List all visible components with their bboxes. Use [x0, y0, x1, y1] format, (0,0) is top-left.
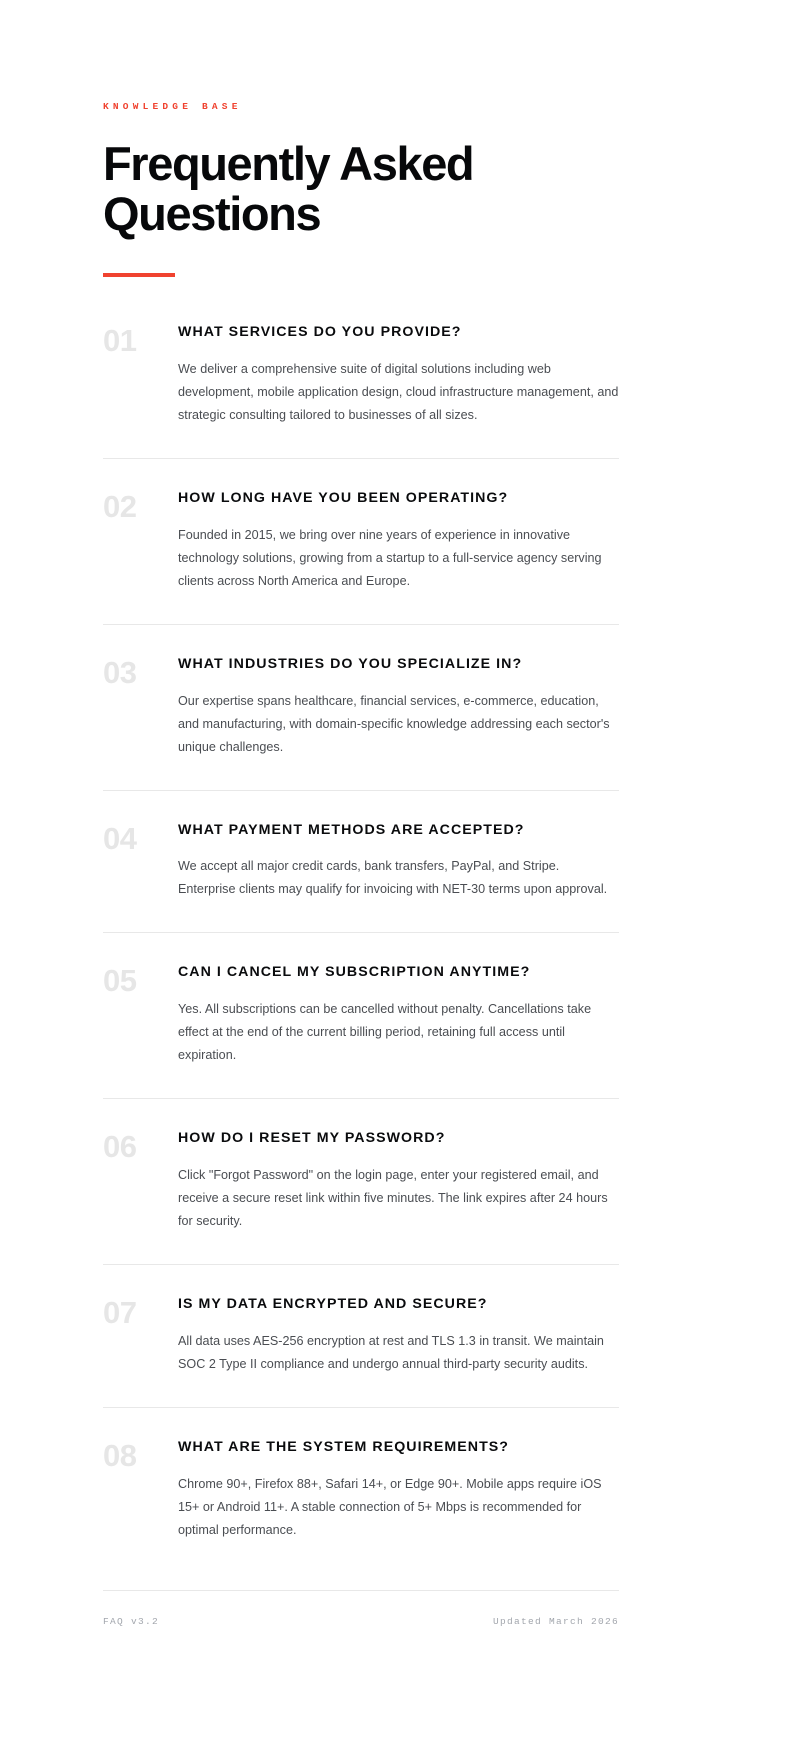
faq-number: 03 [103, 654, 137, 690]
faq-item[interactable] [103, 1264, 619, 1407]
faq-body [178, 1296, 619, 1376]
page-title: Frequently Asked Questions [103, 136, 474, 240]
faq-answer: Click "Forgot Password" on the login page, enter your registered email, and receive a secure reset link within five minutes. The link expires after 24 hours for security. [178, 1168, 608, 1229]
faq-item[interactable] [103, 790, 619, 933]
faq-number: 07 [103, 1295, 137, 1331]
faq-body [178, 822, 619, 902]
content-container [103, 0, 619, 1573]
faq-body [178, 490, 619, 593]
footer-updated: Updated March 2026 [492, 1616, 619, 1627]
faq-item[interactable] [103, 932, 619, 1098]
faq-question[interactable]: HOW DO I RESET MY PASSWORD? [178, 1130, 446, 1147]
faq-question[interactable]: WHAT ARE THE SYSTEM REQUIREMENTS? [178, 1438, 510, 1455]
faq-body [178, 1439, 619, 1542]
faq-number: 05 [103, 963, 137, 999]
faq-number: 06 [103, 1129, 137, 1165]
faq-answer: We accept all major credit cards, bank transfers, PayPal, and Stripe. Enterprise clients may qualify for invoicing with NET-30 terms upon approval. [178, 859, 608, 897]
page-header [103, 0, 619, 277]
faq-answer: Yes. All subscriptions can be cancelled without penalty. Cancellations take effect at the end of the current billing period, retaining full access until expiration. [178, 1002, 592, 1063]
accent-bar-divider [103, 273, 175, 277]
faq-question[interactable]: WHAT INDUSTRIES DO YOU SPECIALIZE IN? [178, 655, 523, 672]
faq-answer: Founded in 2015, we bring over nine years of experience in innovative technology solutions, growing from a startup to a full-service agency serving clients across North America and Europe. [178, 527, 602, 588]
faq-body [178, 656, 619, 759]
faq-item[interactable] [103, 324, 619, 458]
faq-item[interactable] [103, 1407, 619, 1573]
faq-item[interactable] [103, 624, 619, 790]
faq-body [178, 1130, 619, 1233]
faq-answer: Chrome 90+, Firefox 88+, Safari 14+, or Edge 90+. Mobile apps require iOS 15+ or Android 11+. A stable connection of 5+ Mbps is recommended for optimal performance. [178, 1476, 602, 1537]
faq-item[interactable] [103, 1098, 619, 1264]
faq-list [103, 324, 619, 1573]
faq-body [178, 324, 619, 427]
faq-question[interactable]: WHAT SERVICES DO YOU PROVIDE? [178, 324, 462, 341]
faq-answer: Our expertise spans healthcare, financial services, e-commerce, education, and manufacturing, with domain-specific knowledge addressing each sector's unique challenges. [178, 693, 610, 754]
faq-number: 04 [103, 820, 137, 856]
faq-number: 02 [103, 488, 137, 524]
faq-question[interactable]: HOW LONG HAVE YOU BEEN OPERATING? [178, 489, 509, 506]
faq-question[interactable]: WHAT PAYMENT METHODS ARE ACCEPTED? [178, 821, 525, 838]
faq-number: 01 [103, 323, 137, 359]
faq-question[interactable]: CAN I CANCEL MY SUBSCRIPTION ANYTIME? [178, 964, 531, 981]
faq-answer: All data uses AES-256 encryption at rest and TLS 1.3 in transit. We maintain SOC 2 Type II compliance and undergo annual third-party security audits. [178, 1333, 604, 1371]
page-footer [103, 1590, 619, 1627]
faq-item[interactable] [103, 458, 619, 624]
faq-body [178, 964, 619, 1067]
footer-version: FAQ v3.2 [103, 1616, 160, 1627]
faq-number: 08 [103, 1437, 137, 1473]
faq-answer: We deliver a comprehensive suite of digital solutions including web development, mobile application design, cloud infrastructure management, and strategic consulting tailored to businesses of all sizes. [178, 361, 619, 422]
faq-question[interactable]: IS MY DATA ENCRYPTED AND SECURE? [178, 1296, 488, 1313]
eyebrow-label: KNOWLEDGE BASE [103, 101, 242, 112]
